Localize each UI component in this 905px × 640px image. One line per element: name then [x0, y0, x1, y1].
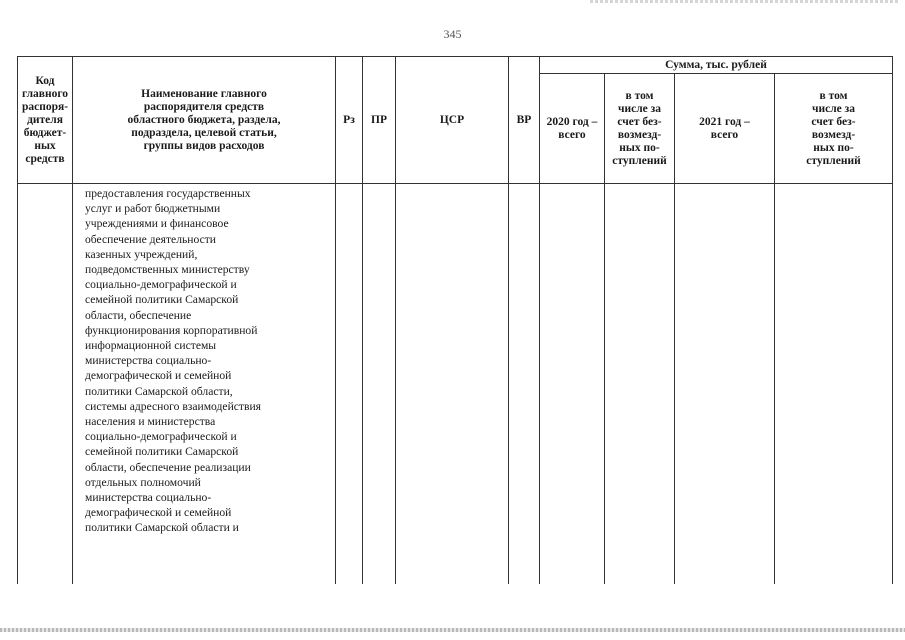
- text-line: министерства социально-: [85, 354, 212, 368]
- header-2021-total: [675, 74, 775, 184]
- text-line: социально-демографической и: [85, 278, 237, 292]
- header-2021-free-receipts: [775, 74, 893, 184]
- text-line: возмезд-: [617, 128, 662, 141]
- scan-artifact-top: [590, 0, 900, 3]
- text-line: демографической и семейной: [85, 506, 232, 520]
- text-line: счет без-: [811, 115, 856, 128]
- text-line: Код: [35, 74, 55, 87]
- header-rz: Рз: [336, 57, 363, 184]
- text-line: распоря-: [21, 100, 69, 113]
- text-line: в том: [819, 89, 848, 102]
- text-line: областного бюджета, раздела,: [127, 113, 281, 126]
- header-code: [18, 57, 73, 184]
- text-line: бюджет-: [23, 126, 67, 139]
- text-line: семейной политики Самарской: [85, 293, 239, 307]
- cell-2021-free-receipts: [775, 184, 893, 584]
- text-line: населения и министерства: [85, 415, 216, 429]
- text-line: социально-демографической и: [85, 430, 237, 444]
- text-line: демографической и семейной: [85, 369, 232, 383]
- cell-vr: [509, 184, 540, 584]
- text-line: предоставления государственных: [85, 187, 251, 200]
- text-line: функционирования корпоративной: [85, 323, 258, 337]
- text-line: области, обеспечение: [85, 308, 192, 322]
- cell-2020-free-receipts: [605, 184, 675, 584]
- scan-artifact-bottom: [0, 628, 905, 632]
- text-line: политики Самарской области и: [85, 521, 239, 535]
- text-line: ных по-: [813, 141, 854, 154]
- expense-description: [73, 184, 335, 536]
- text-line: всего: [710, 128, 739, 141]
- header-csr: ЦСР: [396, 57, 509, 184]
- text-line: подраздела, целевой статьи,: [131, 126, 277, 139]
- header-2020-total: [540, 74, 605, 184]
- header-pr: ПР: [363, 57, 396, 184]
- header-name: [73, 57, 336, 184]
- header-2020-free-receipts: [605, 74, 675, 184]
- text-line: счет без-: [617, 115, 662, 128]
- cell-rz: [336, 184, 363, 584]
- text-line: ступлений: [806, 154, 861, 167]
- cell-pr: [363, 184, 396, 584]
- text-line: обеспечение деятельности: [85, 232, 216, 246]
- text-line: главного: [21, 87, 69, 100]
- text-line: средств: [25, 152, 65, 165]
- text-line: группы видов расходов: [143, 139, 265, 152]
- cell-code: [18, 184, 73, 584]
- header-sum: Сумма, тыс. рублей: [540, 57, 893, 74]
- text-line: в том: [625, 89, 654, 102]
- page-number: 345: [443, 27, 462, 41]
- text-line: семейной политики Самарской: [85, 445, 239, 459]
- text-line: отдельных полномочий: [85, 475, 201, 489]
- table-row: [18, 184, 893, 584]
- header-vr: ВР: [509, 57, 540, 184]
- cell-name: [73, 184, 336, 584]
- text-line: Наименование главного: [141, 87, 267, 100]
- text-line: ных: [34, 139, 56, 152]
- text-line: области, обеспечение реализации: [85, 460, 251, 474]
- text-line: ступлений: [612, 154, 667, 167]
- text-line: 2020 год –: [546, 115, 598, 128]
- text-line: казенных учреждений,: [85, 247, 198, 261]
- cell-2020-total: [540, 184, 605, 584]
- budget-table: [17, 56, 893, 584]
- text-line: распорядителя средств: [143, 100, 265, 113]
- text-line: услуг и работ бюджетными: [85, 202, 221, 216]
- text-line: подведомственных министерству: [85, 263, 250, 277]
- cell-csr: [396, 184, 509, 584]
- text-line: всего: [558, 128, 586, 141]
- text-line: системы адресного взаимодействия: [85, 399, 261, 413]
- text-line: учреждениями и финансовое: [85, 217, 229, 231]
- text-line: числе за: [811, 102, 856, 115]
- text-line: министерства социально-: [85, 491, 212, 505]
- text-line: информационной системы: [85, 339, 217, 353]
- cell-2021-total: [675, 184, 775, 584]
- text-line: политики Самарской области,: [85, 384, 233, 398]
- text-line: возмезд-: [811, 128, 856, 141]
- text-line: дителя: [27, 113, 63, 126]
- text-line: ных по-: [619, 141, 660, 154]
- text-line: 2021 год –: [699, 115, 750, 128]
- text-line: числе за: [617, 102, 662, 115]
